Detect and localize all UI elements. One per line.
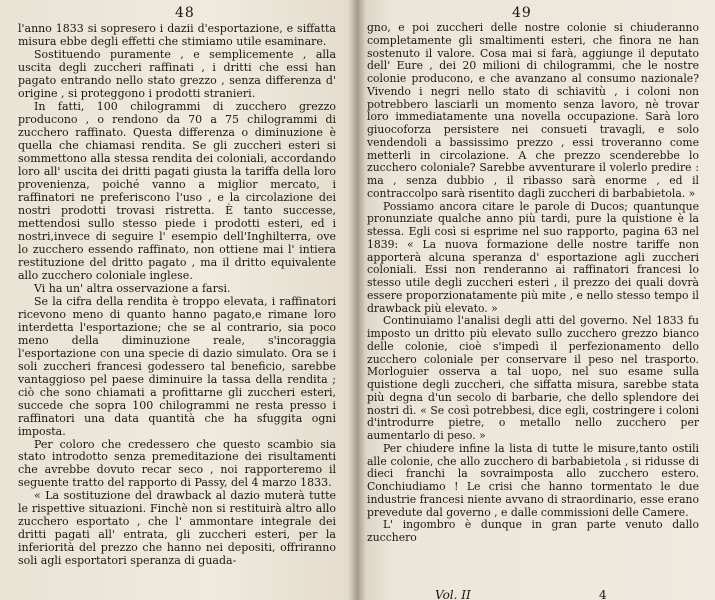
paragraph: L' ingombro è dunque in gran parte venuto dallo zucchero xyxy=(367,518,699,544)
signature-mark: 4 xyxy=(599,588,607,600)
page-number: 49 xyxy=(512,5,532,21)
paragraph: Sostituendo puramente , e semplicemente , alla uscita degli zuccheri raffinati , i dritti che essi han pagato entrando nello stato grezzo , senza differenza d' origine , si proteggono i prodotti stranieri. xyxy=(18,47,336,100)
paragraph: gno, e poi zuccheri delle nostre colonie si chiuderanno completamente gli smaltimenti esteri, che finora ne han sostenuto il valore. Cosa mai si farà, aggiunge il deputato dell' Eure , dei 20 milioni di chilogrammi, che le nostre colonie producono, e che avanzano al consumo nazionale? Vivendo i negri nello stato di schiavitù , i coloni non potrebbero lasciarli un momento senza lavoro, nè trovar loro immediatamente una novella occupazione. Sarà loro giuocoforza persistere nei consueti travagli, e solo vendendoli a bassissimo prezzo , essi troveranno come metterli in circolazione. A che prezzo scenderebbe lo zucchero coloniale? Sarebbe avventurare il volerlo predire : ma , senza dubbio , il ribasso sarà enorme , ed il contraccolpo sarà risentito dagli zuccheri di barbabietola. » xyxy=(367,21,699,200)
page-body xyxy=(367,22,699,545)
paragraph: Per coloro che credessero che questo scambio sia stato introdotto senza premeditazione dei risultamenti che avrebbe dovuto recar seco , noi rapporteremo il seguente tratto del rapporto di Passy, del 4 marzo 1833. xyxy=(18,437,336,490)
volume-label: Vol. II xyxy=(435,588,471,600)
paragraph: Se la cifra della rendita è troppo elevata, i raffinatori ricevono meno di quanto hanno pagato,e rimane loro interdetta l'esportazione; che se al contrario, sia poco meno della diminuzione reale, s'incoraggia l'esportazione con una specie di dazio simulato. Ora se i soli zuccheri francesi godessero tal beneficio, sarebbe vantaggioso pel paese diminuire la tassa della rendita ; ciò che sono chiamati a profittarne gli zuccheri esteri, succede che sopra 100 chilogrammi ne resta presso i raffinatori una data quantità che ha sfuggita ogni imposta. xyxy=(18,294,336,438)
paragraph: l'anno 1833 si sopresero i dazii d'esportazione, e siffatta misura ebbe degli effetti che stimiamo utile esaminare. xyxy=(18,22,336,48)
paragraph: In fatti, 100 chilogrammi di zucchero grezzo producono , o rendono da 70 a 75 chilogrammi di zucchero raffinato. Questa differenza o diminuzione è quella che chiamasi rendita. Se gli zuccheri esteri si sommettono alla stessa rendita dei coloniali, accordando loro all' uscita dei dritti pagati giusta la tariffa della loro provenienza, poiché vanno a miglior mercato, i raffinatori ne preferiscono l'uso , e la circolazione dei nostri prodotti trovasi ristretta. È tanto successe, mettendosi sullo stesso piede i prodotti esteri, ed i nostri,invece di seguire l' esempio dell'Inghilterra, ove lo zucchero essendo raffinato, non ottiene mai l' intiera restituzione del dritto pagato , ma il dritto equivalente allo zucchero coloniale inglese. xyxy=(18,99,336,282)
paragraph: Continuiamo l'analisi degli atti del governo. Nel 1833 fu imposto un dritto più elevato sullo zucchero grezzo bianco delle colonie, cioè s'impedì il perfezionamento dello zucchero coloniale per conservare il peso nel trasporto. Morloguier osserva a tal uopo, nel suo esame sulla quistione degli zuccheri, che siffatta misura, sarebbe stata più degna d'un secolo di barbarie, che dello splendore dei nostri dì. « Se così potrebbesi, dice egli, costringere i coloni d'introdurre pietre, o metallo nello zucchero per aumentarlo di peso. » xyxy=(367,314,699,442)
left-page xyxy=(0,0,357,600)
page-body xyxy=(18,22,336,567)
paragraph: Possiamo ancora citare le parole di Ducos; quantunque pronunziate qualche anno più tardi, pure la quistione è la stessa. Egli così si esprime nel suo rapporto, pagina 63 nel 1839: « La nuova formazione delle nostre tariffe non apporterà alcuna speranza d' esportazione agli zuccheri coloniali. Essi non renderanno ai raffinatori francesi lo stesso utile degli zuccheri esteri , il prezzo dei quali dovrà essere proporzionatamente più mite , e nello stesso tempo il drawback più elevato. » xyxy=(367,199,699,315)
paragraph: « La sostituzione del drawback al dazio muterà tutte le rispettive situazioni. Finchè non si restituirà altro allo zucchero esportato , che l' ammontare integrale dei dritti pagati all' entrata, gli zuccheri esteri, per la inferiorità del prezzo che hanno nei depositi, offriranno soli agli esportatori speranza di guada- xyxy=(18,489,336,568)
paragraph: Vi ha un' altra osservazione a farsi. xyxy=(34,281,231,295)
right-page xyxy=(357,0,715,600)
paragraph: Per chiudere infine la lista di tutte le misure,tanto ostili alle colonie, che allo zucchero di barbabietola , si ridusse di dieci franchi la sovraimposta allo zucchero estero. Conchiudiamo ! Le crisi che hanno tormentato le due industrie francesi niente avvano di straordinario, esse erano prevedute dal governo , e dalle commissioni delle Camere. xyxy=(367,441,699,519)
page-number: 48 xyxy=(175,5,195,21)
book-gutter xyxy=(348,0,366,600)
